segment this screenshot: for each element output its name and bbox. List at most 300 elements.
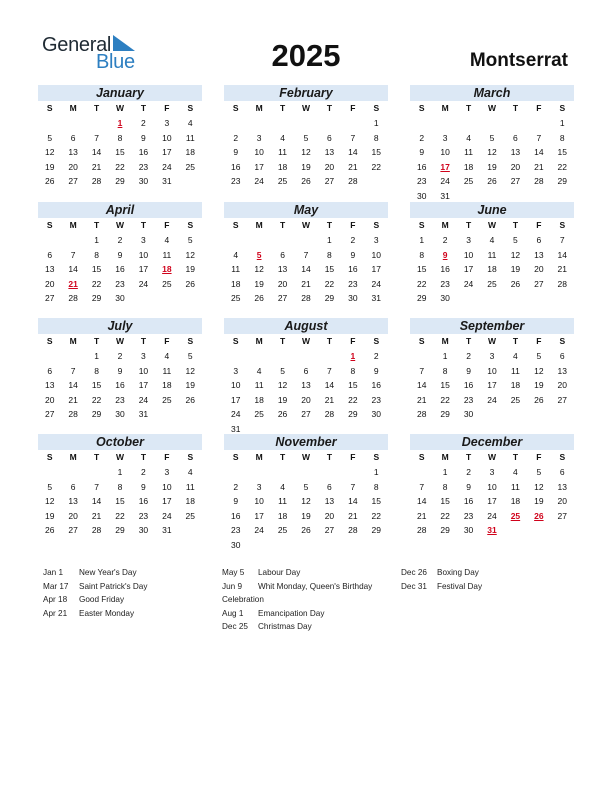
day-cell: 13 — [557, 481, 568, 492]
day-cell: 13 — [68, 496, 78, 506]
day-cell: 1 — [94, 351, 99, 361]
empty-cell — [271, 465, 294, 480]
day-cell: 25 — [185, 161, 196, 172]
day-cell: 25 — [463, 176, 474, 186]
day-cell: 9 — [466, 481, 471, 492]
day-cell: 5 — [536, 467, 542, 477]
empty-cell — [410, 465, 433, 480]
empty-cell — [61, 116, 84, 131]
month-header: June — [410, 202, 574, 218]
empty-cell — [38, 233, 61, 248]
holiday-item — [222, 593, 372, 607]
weekday-label: F — [536, 452, 542, 462]
day-cell: 25 — [254, 409, 264, 419]
empty-cell — [61, 233, 84, 248]
day-cell: 6 — [327, 132, 332, 143]
weekday-label: T — [140, 220, 147, 230]
day-cell: 29 — [440, 409, 450, 419]
day-cell: 4 — [280, 132, 285, 143]
day-cell: 27 — [324, 176, 335, 186]
day-cell: 30 — [138, 176, 149, 186]
day-cell: 31 — [162, 176, 172, 186]
holiday-day-cell: 26 — [534, 510, 544, 521]
empty-cell — [318, 349, 341, 364]
day-cell: 3 — [256, 481, 262, 492]
weekday-label: S — [418, 103, 425, 113]
holiday-item — [43, 607, 147, 621]
day-cell: 30 — [138, 525, 149, 535]
day-cell: 14 — [91, 147, 102, 157]
day-cell: 11 — [278, 147, 287, 157]
day-cell: 28 — [301, 293, 311, 303]
weekday-label: S — [559, 220, 566, 230]
day-cell: 18 — [487, 264, 497, 274]
month-header: July — [38, 318, 202, 334]
day-cell: 12 — [487, 147, 497, 157]
day-cell: 18 — [277, 510, 288, 521]
weekday-label: W — [487, 336, 496, 346]
day-cell: 18 — [254, 394, 264, 405]
weekday-label: S — [46, 220, 53, 230]
day-cell: 16 — [138, 147, 149, 157]
holiday-item — [401, 580, 482, 594]
day-cell: 29 — [115, 525, 125, 535]
holiday-name: Emancipation Day — [258, 608, 325, 618]
holiday-name: Festival Day — [437, 581, 483, 591]
weekday-label: T — [465, 452, 472, 462]
day-cell: 21 — [416, 394, 427, 405]
day-cell: 8 — [350, 365, 356, 376]
day-cell: 3 — [141, 235, 146, 245]
day-cell: 10 — [138, 249, 149, 260]
day-cell: 2 — [141, 467, 146, 477]
holiday-name: Christmas Day — [258, 622, 312, 631]
day-cell: 25 — [185, 510, 196, 521]
day-cell: 30 — [348, 293, 358, 303]
day-cell: 22 — [557, 161, 568, 172]
day-cell: 7 — [70, 365, 76, 376]
day-cell: 20 — [324, 510, 335, 521]
holiday-date: May 5 — [222, 568, 245, 577]
day-cell: 29 — [324, 293, 335, 303]
day-cell: 28 — [68, 409, 78, 419]
weekday-label: M — [441, 220, 449, 230]
day-cell: 26 — [534, 394, 544, 405]
day-cell: 16 — [115, 264, 125, 274]
day-cell: 14 — [416, 380, 427, 390]
weekday-label: S — [187, 103, 194, 113]
day-cell: 8 — [94, 249, 99, 260]
weekday-label: W — [301, 103, 310, 113]
weekday-label: W — [301, 220, 310, 230]
weekday-label: T — [140, 103, 147, 113]
day-cell: 5 — [47, 132, 53, 143]
day-cell: 14 — [557, 249, 568, 260]
day-cell: 23 — [348, 278, 358, 289]
weekday-label: S — [373, 336, 380, 346]
day-cell: 15 — [91, 264, 102, 274]
day-cell: 27 — [324, 525, 335, 535]
empty-cell — [38, 465, 61, 480]
day-cell: 25 — [162, 394, 172, 405]
weekday-label: T — [326, 103, 333, 113]
day-cell: 17 — [162, 147, 172, 157]
day-cell: 9 — [141, 132, 146, 143]
weekday-label: T — [465, 103, 472, 113]
holiday-day-cell: 1 — [117, 118, 123, 128]
weekday-label: S — [559, 103, 566, 113]
day-cell: 18 — [510, 380, 521, 390]
day-cell: 24 — [162, 161, 172, 172]
day-cell: 24 — [138, 394, 149, 405]
day-cell: 27 — [557, 510, 568, 521]
day-cell: 27 — [557, 394, 568, 405]
weekday-label: T — [465, 220, 472, 230]
weekday-label: T — [326, 452, 333, 462]
day-cell: 17 — [463, 264, 474, 274]
day-cell: 17 — [487, 380, 497, 390]
day-cell: 7 — [350, 132, 356, 143]
day-cell: 28 — [348, 525, 358, 535]
day-cell: 9 — [350, 249, 356, 260]
holiday-day-cell: 25 — [510, 510, 521, 521]
day-cell: 2 — [233, 481, 239, 492]
day-cell: 14 — [534, 147, 544, 157]
day-cell: 13 — [44, 380, 55, 390]
day-cell: 22 — [324, 278, 335, 289]
day-cell: 12 — [254, 264, 264, 274]
day-cell: 23 — [463, 394, 474, 405]
day-cell: 15 — [557, 147, 568, 157]
empty-cell — [480, 116, 503, 131]
empty-cell — [318, 116, 341, 131]
holiday-item — [222, 580, 372, 594]
day-cell: 19 — [487, 161, 497, 172]
day-cell: 16 — [230, 510, 241, 521]
holiday-date: Jun 9 — [222, 581, 243, 591]
day-cell: 15 — [416, 264, 427, 274]
day-cell: 5 — [489, 132, 495, 143]
day-cell: 31 — [162, 525, 172, 535]
day-grid — [224, 218, 388, 306]
empty-cell — [38, 349, 61, 364]
day-cell: 27 — [68, 525, 78, 535]
day-cell: 15 — [115, 147, 125, 157]
day-cell: 20 — [557, 380, 568, 390]
day-cell: 28 — [91, 525, 102, 535]
weekday-label: T — [93, 336, 100, 346]
day-cell: 24 — [440, 176, 450, 186]
day-cell: 2 — [373, 351, 379, 361]
weekday-label: T — [93, 220, 100, 230]
empty-cell — [85, 465, 108, 480]
day-cell: 23 — [138, 510, 149, 521]
day-cell: 15 — [440, 496, 450, 506]
day-cell: 23 — [416, 176, 427, 186]
day-cell: 17 — [230, 394, 241, 405]
day-cell: 22 — [416, 278, 427, 289]
day-cell: 22 — [371, 510, 382, 521]
empty-cell — [61, 465, 84, 480]
day-cell: 9 — [141, 481, 146, 492]
weekday-label: M — [441, 336, 449, 346]
day-cell: 21 — [348, 510, 358, 521]
weekday-label: W — [487, 452, 496, 462]
day-cell: 10 — [487, 365, 497, 376]
day-cell: 3 — [233, 365, 239, 376]
day-cell: 11 — [511, 365, 520, 376]
day-cell: 7 — [70, 249, 76, 260]
weekday-label: S — [187, 452, 194, 462]
empty-cell — [247, 116, 270, 131]
empty-cell — [85, 116, 108, 131]
day-cell: 22 — [440, 510, 450, 521]
holiday-column — [43, 566, 147, 620]
weekday-label: S — [232, 452, 239, 462]
day-cell: 11 — [162, 365, 172, 376]
month-february — [224, 85, 388, 189]
holiday-day-cell: 21 — [68, 278, 78, 289]
holiday-item — [43, 593, 147, 607]
day-cell: 19 — [301, 510, 311, 521]
day-cell: 22 — [440, 394, 450, 405]
holiday-day-cell: 1 — [350, 351, 356, 361]
weekday-label: T — [93, 103, 100, 113]
day-cell: 23 — [371, 394, 382, 405]
day-cell: 17 — [138, 264, 149, 274]
month-header: March — [410, 85, 574, 101]
weekday-label: M — [69, 452, 77, 462]
day-cell: 31 — [138, 409, 149, 419]
day-cell: 27 — [301, 409, 311, 419]
day-cell: 6 — [536, 235, 542, 245]
day-cell: 8 — [117, 481, 123, 492]
country-name: Montserrat — [469, 50, 568, 71]
weekday-label: T — [140, 452, 147, 462]
day-cell: 23 — [440, 278, 450, 289]
day-cell: 22 — [115, 510, 125, 521]
weekday-label: S — [418, 336, 425, 346]
day-cell: 20 — [277, 278, 288, 289]
day-cell: 23 — [115, 278, 125, 289]
weekday-label: T — [326, 336, 333, 346]
day-cell: 20 — [301, 394, 311, 405]
empty-cell — [247, 349, 270, 364]
month-november — [224, 434, 388, 552]
day-cell: 1 — [559, 118, 565, 128]
weekday-label: F — [164, 336, 170, 346]
weekday-label: F — [164, 452, 170, 462]
day-grid — [410, 450, 574, 538]
day-cell: 16 — [230, 161, 241, 172]
day-cell: 1 — [373, 118, 379, 128]
day-cell: 29 — [416, 293, 427, 303]
day-cell: 7 — [327, 365, 332, 376]
day-cell: 13 — [44, 264, 55, 274]
holiday-name: Boxing Day — [437, 568, 479, 577]
day-cell: 10 — [138, 365, 149, 376]
day-cell: 28 — [324, 409, 335, 419]
day-cell: 1 — [373, 467, 379, 477]
day-cell: 1 — [419, 235, 425, 245]
weekday-label: F — [536, 103, 542, 113]
empty-cell — [294, 349, 317, 364]
weekday-label: T — [326, 220, 333, 230]
day-cell: 22 — [91, 394, 102, 405]
holiday-day-cell: 17 — [440, 161, 450, 172]
day-cell: 6 — [559, 467, 565, 477]
day-cell: 10 — [162, 132, 172, 143]
weekday-label: F — [350, 452, 356, 462]
day-cell: 17 — [162, 496, 172, 506]
weekday-label: M — [255, 220, 263, 230]
day-cell: 29 — [91, 409, 102, 419]
day-cell: 12 — [301, 496, 311, 506]
weekday-label: T — [465, 336, 472, 346]
day-cell: 16 — [463, 496, 474, 506]
day-cell: 20 — [68, 510, 78, 521]
day-cell: 11 — [254, 380, 264, 390]
logo-blue-text: Blue — [96, 51, 135, 73]
month-header: October — [38, 434, 202, 450]
day-cell: 12 — [510, 249, 521, 260]
month-september — [410, 318, 574, 422]
day-cell: 6 — [327, 481, 332, 492]
weekday-label: M — [255, 336, 263, 346]
day-cell: 5 — [303, 132, 309, 143]
day-cell: 16 — [138, 496, 149, 506]
day-cell: 19 — [301, 161, 311, 172]
day-cell: 16 — [371, 380, 382, 390]
day-cell: 26 — [254, 293, 264, 303]
weekday-label: S — [559, 336, 566, 346]
day-cell: 18 — [162, 380, 172, 390]
weekday-label: M — [255, 103, 263, 113]
day-cell: 7 — [559, 235, 565, 245]
day-cell: 28 — [557, 278, 568, 289]
day-cell: 29 — [371, 525, 382, 535]
day-cell: 2 — [233, 132, 239, 143]
day-cell: 30 — [463, 525, 474, 535]
weekday-label: W — [487, 103, 496, 113]
holiday-name: Celebration — [222, 595, 264, 604]
day-cell: 8 — [442, 365, 448, 376]
day-cell: 3 — [442, 132, 448, 143]
day-cell: 16 — [440, 264, 450, 274]
empty-cell — [38, 116, 61, 131]
day-cell: 10 — [440, 147, 450, 157]
day-cell: 19 — [510, 264, 521, 274]
day-cell: 27 — [44, 293, 55, 303]
day-cell: 28 — [91, 176, 102, 186]
day-cell: 25 — [510, 394, 521, 405]
day-cell: 25 — [487, 278, 497, 289]
day-grid — [410, 218, 574, 306]
weekday-label: F — [164, 103, 170, 113]
empty-cell — [341, 116, 364, 131]
weekday-label: S — [232, 220, 239, 230]
day-cell: 1 — [94, 235, 99, 245]
month-march — [410, 85, 574, 203]
empty-cell — [224, 233, 247, 248]
page-title: 2025 — [271, 38, 341, 73]
weekday-label: W — [487, 220, 496, 230]
day-cell: 16 — [115, 380, 125, 390]
day-cell: 6 — [280, 249, 285, 260]
empty-cell — [457, 116, 480, 131]
holiday-day-cell: 18 — [162, 264, 172, 274]
weekday-label: F — [536, 336, 542, 346]
holiday-name: Whit Monday, Queen's Birthday — [258, 581, 373, 591]
weekday-label: T — [512, 336, 519, 346]
weekday-label: T — [279, 220, 286, 230]
day-cell: 13 — [534, 249, 544, 260]
month-december — [410, 434, 574, 538]
day-cell: 2 — [466, 351, 471, 361]
weekday-label: S — [373, 452, 380, 462]
day-cell: 2 — [466, 467, 471, 477]
day-cell: 11 — [185, 481, 195, 492]
weekday-label: T — [512, 452, 519, 462]
day-cell: 3 — [373, 235, 379, 245]
day-cell: 5 — [303, 481, 309, 492]
day-cell: 21 — [91, 161, 102, 172]
holiday-item — [222, 607, 372, 621]
day-cell: 26 — [185, 278, 196, 289]
day-cell: 21 — [534, 161, 544, 172]
day-cell: 12 — [534, 365, 544, 376]
day-cell: 4 — [513, 351, 518, 361]
holiday-item — [43, 580, 147, 594]
weekday-label: S — [232, 103, 239, 113]
weekday-label: T — [512, 103, 519, 113]
day-grid — [38, 101, 202, 189]
day-cell: 22 — [348, 394, 358, 405]
day-cell: 6 — [47, 249, 53, 260]
weekday-label: F — [350, 220, 356, 230]
day-cell: 8 — [117, 132, 123, 143]
weekday-label: S — [232, 336, 239, 346]
day-cell: 25 — [162, 278, 172, 289]
holiday-name: Easter Monday — [79, 608, 135, 618]
day-cell: 4 — [280, 481, 285, 492]
day-cell: 15 — [324, 264, 335, 274]
day-cell: 1 — [442, 351, 448, 361]
day-cell: 4 — [164, 235, 170, 245]
day-cell: 30 — [416, 190, 427, 201]
holiday-name: Good Friday — [79, 595, 125, 604]
day-cell: 18 — [277, 161, 288, 172]
day-cell: 9 — [419, 147, 425, 157]
weekday-label: S — [187, 336, 194, 346]
day-cell: 8 — [559, 132, 565, 143]
day-cell: 24 — [487, 394, 497, 405]
day-cell: 23 — [463, 510, 474, 521]
day-cell: 13 — [324, 496, 335, 506]
day-cell: 30 — [230, 539, 241, 550]
day-cell: 10 — [371, 249, 382, 260]
day-cell: 10 — [254, 496, 264, 506]
day-cell: 23 — [138, 161, 149, 172]
day-cell: 18 — [230, 278, 241, 289]
holiday-item — [43, 566, 147, 580]
day-cell: 1 — [117, 467, 123, 477]
empty-cell — [224, 116, 247, 131]
day-cell: 26 — [487, 176, 497, 186]
weekday-label: S — [373, 103, 380, 113]
day-cell: 7 — [94, 481, 99, 492]
weekday-label: S — [46, 103, 53, 113]
